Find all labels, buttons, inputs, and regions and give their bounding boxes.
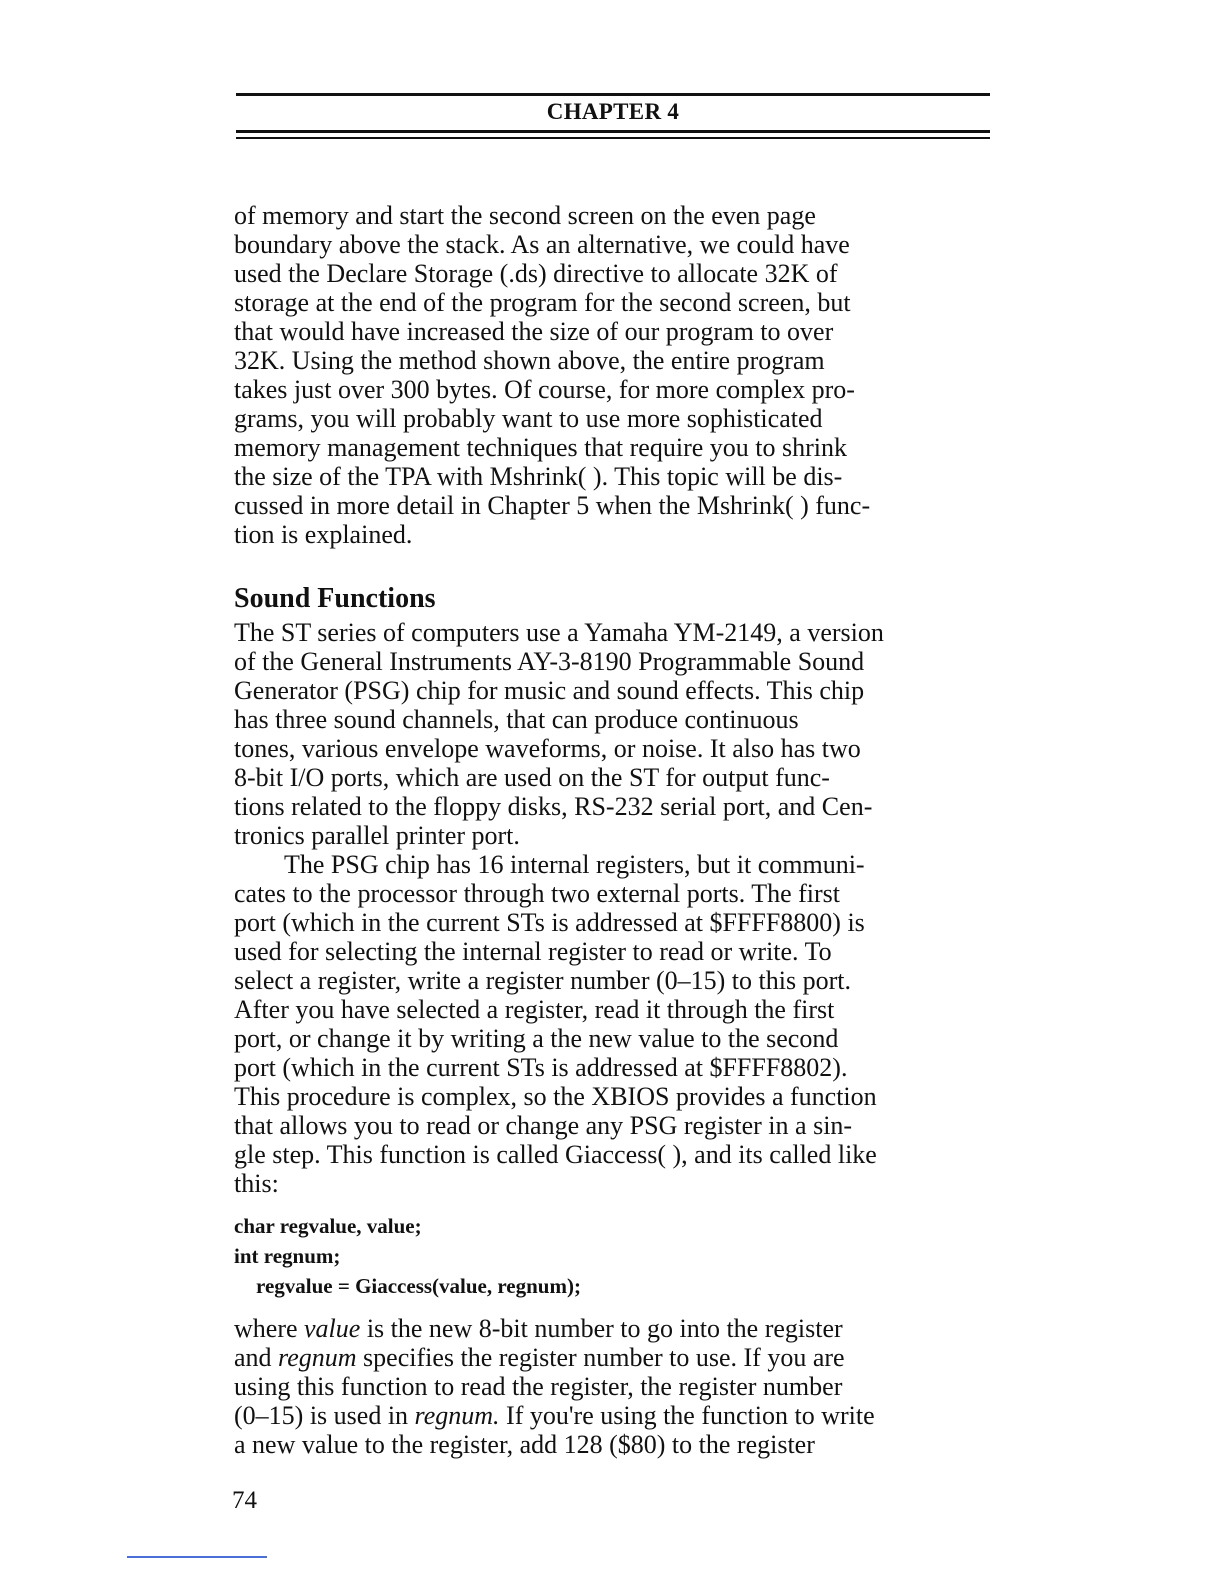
italic-term: regnum. xyxy=(414,1401,500,1430)
text-line: cussed in more detail in Chapter 5 when the Mshrink( ) func- xyxy=(234,491,871,520)
text-line: used the Declare Storage (.ds) directive to allocate 32K of xyxy=(234,259,838,288)
text-line: storage at the end of the program for the second screen, but xyxy=(234,288,851,317)
text-line xyxy=(234,1314,994,1343)
text-line: using this function to read the register, the register number xyxy=(234,1372,843,1401)
section-heading: Sound Functions xyxy=(234,583,436,614)
text-line: takes just over 300 bytes. Of course, for more complex pro- xyxy=(234,375,855,404)
text-line: port, or change it by writing a the new value to the second xyxy=(234,1024,839,1053)
text-line xyxy=(234,1343,994,1372)
text-line: port (which in the current STs is addressed at $FFFF8802). xyxy=(234,1053,848,1082)
text-line: of the General Instruments AY-3-8190 Programmable Sound xyxy=(234,647,865,676)
text-run: (0–15) is used in xyxy=(234,1401,415,1430)
header-rule-top xyxy=(236,93,990,96)
text-run: is the new 8-bit number to go into the register xyxy=(360,1314,843,1343)
text-line: boundary above the stack. As an alternative, we could have xyxy=(234,230,850,259)
text-line: The ST series of computers use a Yamaha YM-2149, a version xyxy=(234,618,884,647)
text-run: specifies the register number to use. If you are xyxy=(356,1343,845,1372)
text-run: and xyxy=(234,1343,279,1372)
header-rule-bottom xyxy=(236,130,990,133)
text-line: memory management techniques that require you to shrink xyxy=(234,433,847,462)
code-line: char regvalue, value; xyxy=(234,1214,422,1238)
text-line: cates to the processor through two external ports. The first xyxy=(234,879,841,908)
text-line: The PSG chip has 16 internal registers, but it communi- xyxy=(284,850,865,879)
intro-paragraph xyxy=(234,201,994,549)
italic-term: value xyxy=(304,1314,361,1343)
sound-paragraph-2 xyxy=(234,850,994,1198)
text-line: 32K. Using the method shown above, the entire program xyxy=(234,346,825,375)
text-line: After you have selected a register, read it through the first xyxy=(234,995,835,1024)
text-run: If you're using the function to write xyxy=(499,1401,875,1430)
sound-paragraph-3 xyxy=(234,1314,994,1459)
text-line: Generator (PSG) chip for music and sound effects. This chip xyxy=(234,676,865,705)
text-line: 8-bit I/O ports, which are used on the ST for output func- xyxy=(234,763,830,792)
text-line: that would have increased the size of our program to over xyxy=(234,317,834,346)
chapter-heading: CHAPTER 4 xyxy=(546,99,680,124)
scan-edge-line xyxy=(127,1556,267,1558)
header-rule-bottom-thin xyxy=(236,137,990,139)
text-line: select a register, write a register number (0–15) to this port. xyxy=(234,966,851,995)
text-line: tions related to the floppy disks, RS-232 serial port, and Cen- xyxy=(234,792,873,821)
text-line: a new value to the register, add 128 ($80) to the register xyxy=(234,1430,815,1459)
text-line: gle step. This function is called Giaccess( ), and its called like xyxy=(234,1140,877,1169)
text-line-indented xyxy=(234,850,994,879)
sound-paragraph-1 xyxy=(234,618,994,850)
text-line: this: xyxy=(234,1169,279,1198)
code-line: regvalue = Giaccess(value, regnum); xyxy=(256,1274,581,1298)
text-line: tones, various envelope waveforms, or noise. It also has two xyxy=(234,734,861,763)
code-listing xyxy=(234,1211,581,1301)
italic-term: regnum xyxy=(278,1343,357,1372)
text-line: tronics parallel printer port. xyxy=(234,821,520,850)
code-line: int regnum; xyxy=(234,1244,341,1268)
text-line xyxy=(234,1401,994,1430)
text-line: tion is explained. xyxy=(234,520,413,549)
text-line: This procedure is complex, so the XBIOS provides a function xyxy=(234,1082,877,1111)
text-line: grams, you will probably want to use more sophisticated xyxy=(234,404,823,433)
text-line: that allows you to read or change any PSG register in a sin- xyxy=(234,1111,853,1140)
page-number: 74 xyxy=(232,1487,257,1514)
text-line: port (which in the current STs is addressed at $FFFF8800) is xyxy=(234,908,865,937)
text-line: of memory and start the second screen on the even page xyxy=(234,201,816,230)
text-line: the size of the TPA with Mshrink( ). This topic will be dis- xyxy=(234,462,843,491)
text-line: used for selecting the internal register to read or write. To xyxy=(234,937,832,966)
text-run: where xyxy=(234,1314,305,1343)
text-line: has three sound channels, that can produce continuous xyxy=(234,705,799,734)
